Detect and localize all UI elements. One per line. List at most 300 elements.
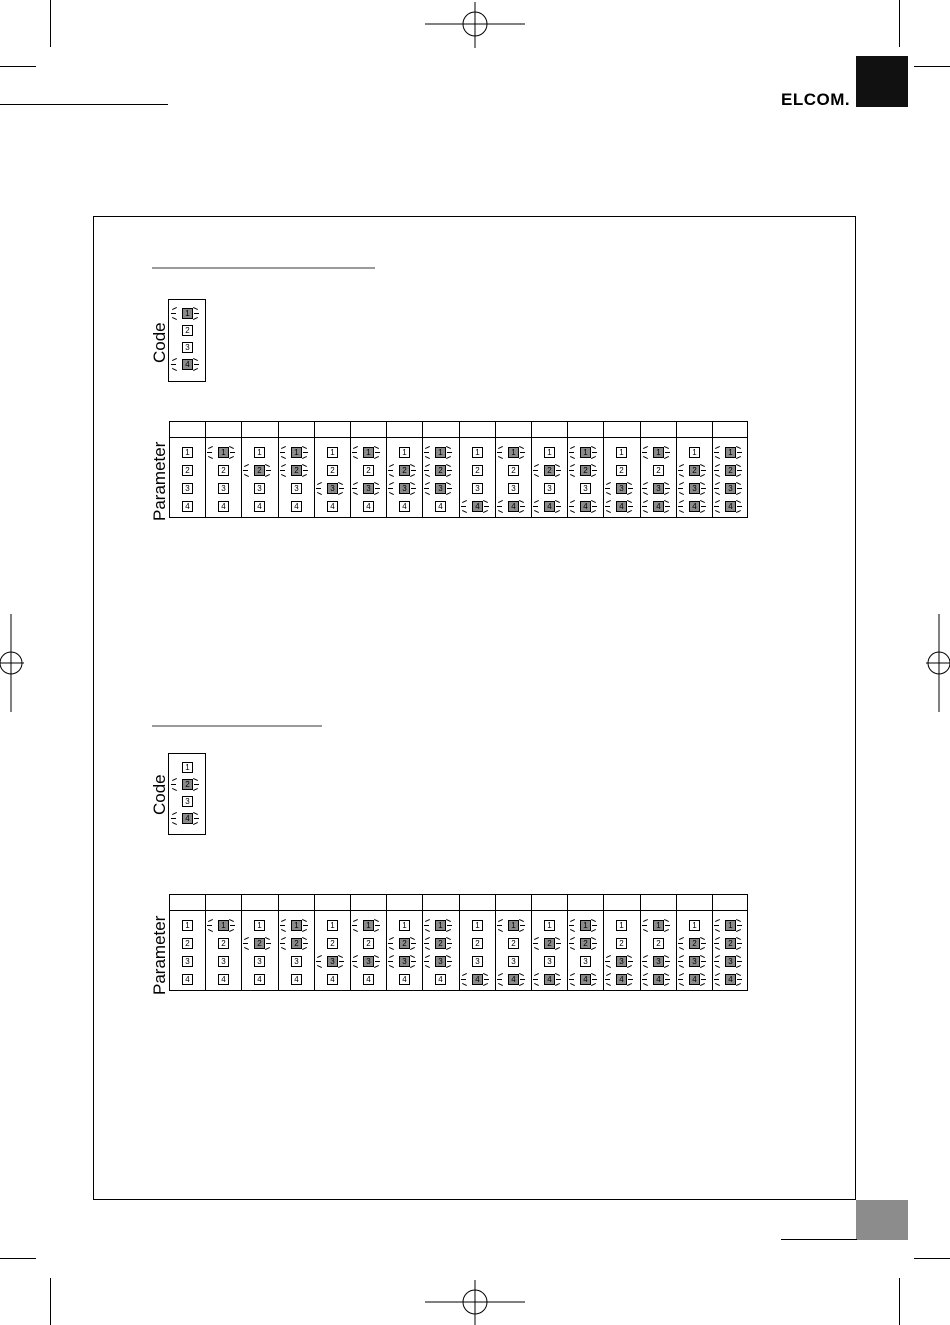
light-ray-icon — [591, 947, 596, 950]
light-ray-icon — [374, 965, 379, 968]
key-3-icon: 3 — [508, 956, 519, 967]
light-ray-icon — [715, 973, 720, 976]
light-ray-icon — [424, 961, 429, 962]
light-ray-icon — [446, 955, 451, 958]
key-3-icon: 3 — [182, 956, 193, 967]
light-ray-icon — [736, 510, 741, 513]
light-ray-icon — [353, 456, 358, 459]
light-ray-icon — [411, 488, 416, 489]
key-1-lit-icon: 1 — [182, 308, 193, 319]
key-4-icon: 4 — [327, 974, 338, 985]
light-ray-icon — [425, 965, 430, 968]
light-ray-icon — [389, 937, 394, 940]
light-ray-icon — [446, 919, 451, 922]
light-ray-icon — [352, 488, 357, 489]
key-1-icon: 1 — [544, 920, 555, 931]
light-ray-icon — [605, 979, 610, 980]
light-ray-icon — [316, 488, 321, 489]
light-ray-icon — [497, 979, 502, 980]
light-ray-icon — [388, 961, 393, 962]
light-ray-icon — [715, 474, 720, 477]
light-ray-icon — [736, 983, 741, 986]
light-ray-icon — [592, 470, 597, 471]
light-ray-icon — [375, 488, 380, 489]
light-ray-icon — [679, 474, 684, 477]
light-ray-icon — [679, 955, 684, 958]
light-ray-icon — [642, 506, 647, 507]
light-ray-icon — [338, 492, 343, 495]
light-ray-icon — [229, 456, 234, 459]
light-ray-icon — [483, 983, 488, 986]
key-1-icon: 1 — [182, 920, 193, 931]
light-ray-icon — [737, 452, 742, 453]
key-1-lit-icon: 1 — [218, 920, 229, 931]
section-2-code-box — [168, 753, 206, 835]
light-ray-icon — [388, 943, 393, 944]
chapter-tab — [856, 56, 908, 107]
light-ray-icon — [193, 812, 198, 815]
light-ray-icon — [700, 973, 705, 976]
light-ray-icon — [664, 500, 669, 503]
key-1-icon: 1 — [399, 920, 410, 931]
light-ray-icon — [425, 474, 430, 477]
key-1-lit-icon: 1 — [580, 447, 591, 458]
key-4-lit-icon: 4 — [653, 974, 664, 985]
light-ray-icon — [665, 506, 670, 507]
key-2-lit-icon: 2 — [725, 465, 736, 476]
light-ray-icon — [281, 929, 286, 932]
light-ray-icon — [679, 464, 684, 467]
key-4-lit-icon: 4 — [544, 501, 555, 512]
light-ray-icon — [461, 506, 466, 507]
light-ray-icon — [737, 506, 742, 507]
light-ray-icon — [700, 983, 705, 986]
light-ray-icon — [193, 358, 198, 361]
light-ray-icon — [556, 470, 561, 471]
key-1-icon: 1 — [254, 920, 265, 931]
light-ray-icon — [410, 474, 415, 477]
key-1-lit-icon: 1 — [653, 447, 664, 458]
light-ray-icon — [570, 456, 575, 459]
light-ray-icon — [389, 955, 394, 958]
parameter-cell — [241, 438, 277, 519]
light-ray-icon — [569, 452, 574, 453]
light-ray-icon — [643, 510, 648, 513]
key-1-lit-icon: 1 — [218, 447, 229, 458]
light-ray-icon — [172, 358, 177, 361]
light-ray-icon — [171, 784, 176, 785]
key-2-lit-icon: 2 — [254, 938, 265, 949]
key-4-lit-icon: 4 — [689, 501, 700, 512]
light-ray-icon — [700, 965, 705, 968]
light-ray-icon — [498, 929, 503, 932]
light-ray-icon — [374, 446, 379, 449]
key-1-icon: 1 — [254, 447, 265, 458]
key-3-icon: 3 — [544, 483, 555, 494]
light-ray-icon — [591, 510, 596, 513]
light-ray-icon — [281, 937, 286, 940]
light-ray-icon — [534, 510, 539, 513]
light-ray-icon — [678, 488, 683, 489]
light-ray-icon — [411, 470, 416, 471]
parameter-cell — [676, 911, 712, 992]
light-ray-icon — [715, 456, 720, 459]
light-ray-icon — [374, 492, 379, 495]
light-ray-icon — [266, 470, 271, 471]
key-4-lit-icon: 4 — [508, 974, 519, 985]
key-1-lit-icon: 1 — [363, 447, 374, 458]
light-ray-icon — [244, 464, 249, 467]
light-ray-icon — [302, 474, 307, 477]
light-ray-icon — [737, 961, 742, 962]
parameter-cell — [278, 911, 314, 992]
light-ray-icon — [570, 919, 575, 922]
light-ray-icon — [714, 488, 719, 489]
light-ray-icon — [700, 955, 705, 958]
key-1-lit-icon: 1 — [435, 920, 446, 931]
light-ray-icon — [737, 943, 742, 944]
light-ray-icon — [281, 919, 286, 922]
light-ray-icon — [679, 965, 684, 968]
light-ray-icon — [605, 506, 610, 507]
section-1-heading-rule — [152, 267, 375, 269]
crop-mark-top-right-h — [914, 66, 950, 67]
key-1-lit-icon: 1 — [508, 920, 519, 931]
key-1-icon: 1 — [616, 920, 627, 931]
light-ray-icon — [208, 456, 213, 459]
key-3-lit-icon: 3 — [399, 956, 410, 967]
light-ray-icon — [229, 446, 234, 449]
light-ray-icon — [736, 482, 741, 485]
parameter-cell — [603, 911, 639, 992]
light-ray-icon — [555, 937, 560, 940]
light-ray-icon — [665, 961, 670, 962]
light-ray-icon — [519, 510, 524, 513]
light-ray-icon — [627, 983, 632, 986]
light-ray-icon — [498, 456, 503, 459]
key-3-icon: 3 — [472, 483, 483, 494]
light-ray-icon — [570, 474, 575, 477]
key-3-lit-icon: 3 — [435, 483, 446, 494]
light-ray-icon — [736, 929, 741, 932]
light-ray-icon — [230, 925, 235, 926]
key-4-lit-icon: 4 — [616, 974, 627, 985]
light-ray-icon — [519, 500, 524, 503]
light-ray-icon — [701, 979, 706, 980]
light-ray-icon — [714, 925, 719, 926]
light-ray-icon — [715, 492, 720, 495]
parameter-cell — [386, 911, 422, 992]
light-ray-icon — [446, 474, 451, 477]
key-4-icon: 4 — [218, 974, 229, 985]
parameter-cell — [205, 438, 241, 519]
light-ray-icon — [411, 943, 416, 944]
key-3-lit-icon: 3 — [399, 483, 410, 494]
key-4-icon: 4 — [182, 974, 193, 985]
light-ray-icon — [411, 961, 416, 962]
light-ray-icon — [700, 937, 705, 940]
light-ray-icon — [570, 973, 575, 976]
key-1-icon: 1 — [182, 447, 193, 458]
parameter-cell — [495, 438, 531, 519]
light-ray-icon — [678, 961, 683, 962]
light-ray-icon — [375, 925, 380, 926]
light-ray-icon — [302, 937, 307, 940]
key-1-icon: 1 — [472, 447, 483, 458]
light-ray-icon — [700, 510, 705, 513]
light-ray-icon — [714, 943, 719, 944]
light-ray-icon — [534, 474, 539, 477]
light-ray-icon — [736, 500, 741, 503]
light-ray-icon — [374, 482, 379, 485]
registration-mark-right-icon — [926, 614, 950, 712]
light-ray-icon — [193, 778, 198, 781]
light-ray-icon — [606, 965, 611, 968]
light-ray-icon — [497, 506, 502, 507]
light-ray-icon — [424, 943, 429, 944]
light-ray-icon — [425, 947, 430, 950]
parameter-cell — [459, 911, 495, 992]
light-ray-icon — [701, 470, 706, 471]
parameter-cell — [712, 438, 748, 519]
light-ray-icon — [606, 973, 611, 976]
light-ray-icon — [701, 488, 706, 489]
content-frame — [93, 216, 856, 1200]
light-ray-icon — [207, 925, 212, 926]
key-2-lit-icon: 2 — [291, 938, 302, 949]
light-ray-icon — [519, 446, 524, 449]
key-1-lit-icon: 1 — [291, 920, 302, 931]
crop-mark-top-left-h — [0, 66, 36, 67]
light-ray-icon — [642, 925, 647, 926]
light-ray-icon — [701, 506, 706, 507]
key-4-icon: 4 — [435, 501, 446, 512]
crop-mark-bottom-right-h — [914, 1258, 950, 1259]
light-ray-icon — [446, 456, 451, 459]
light-ray-icon — [339, 488, 344, 489]
light-ray-icon — [736, 973, 741, 976]
key-2-icon: 2 — [508, 465, 519, 476]
light-ray-icon — [534, 947, 539, 950]
light-ray-icon — [389, 474, 394, 477]
light-ray-icon — [352, 925, 357, 926]
light-ray-icon — [317, 965, 322, 968]
light-ray-icon — [446, 464, 451, 467]
light-ray-icon — [665, 925, 670, 926]
light-ray-icon — [410, 482, 415, 485]
key-3-icon: 3 — [580, 483, 591, 494]
light-ray-icon — [446, 929, 451, 932]
light-ray-icon — [606, 983, 611, 986]
light-ray-icon — [715, 919, 720, 922]
key-4-lit-icon: 4 — [182, 813, 193, 824]
key-3-icon: 3 — [182, 796, 193, 807]
light-ray-icon — [591, 937, 596, 940]
key-3-lit-icon: 3 — [616, 483, 627, 494]
light-ray-icon — [570, 500, 575, 503]
light-ray-icon — [679, 510, 684, 513]
light-ray-icon — [642, 488, 647, 489]
light-ray-icon — [664, 955, 669, 958]
key-1-lit-icon: 1 — [435, 447, 446, 458]
light-ray-icon — [410, 937, 415, 940]
light-ray-icon — [533, 943, 538, 944]
light-ray-icon — [194, 364, 199, 365]
key-2-lit-icon: 2 — [435, 465, 446, 476]
key-3-icon: 3 — [291, 956, 302, 967]
light-ray-icon — [643, 482, 648, 485]
parameter-cell — [386, 438, 422, 519]
light-ray-icon — [424, 488, 429, 489]
light-ray-icon — [375, 961, 380, 962]
key-2-lit-icon: 2 — [580, 938, 591, 949]
light-ray-icon — [172, 778, 177, 781]
key-3-lit-icon: 3 — [435, 956, 446, 967]
light-ray-icon — [352, 452, 357, 453]
light-ray-icon — [570, 947, 575, 950]
light-ray-icon — [281, 474, 286, 477]
light-ray-icon — [519, 929, 524, 932]
light-ray-icon — [172, 368, 177, 371]
light-ray-icon — [569, 979, 574, 980]
light-ray-icon — [606, 510, 611, 513]
light-ray-icon — [678, 506, 683, 507]
light-ray-icon — [715, 500, 720, 503]
light-ray-icon — [303, 943, 308, 944]
light-ray-icon — [714, 452, 719, 453]
light-ray-icon — [338, 955, 343, 958]
light-ray-icon — [628, 488, 633, 489]
key-2-icon: 2 — [327, 465, 338, 476]
light-ray-icon — [591, 446, 596, 449]
key-3-icon: 3 — [182, 342, 193, 353]
light-ray-icon — [446, 947, 451, 950]
crop-mark-bottom-left-v — [50, 1278, 51, 1325]
light-ray-icon — [302, 446, 307, 449]
key-2-icon: 2 — [472, 465, 483, 476]
parameter-cell — [314, 438, 350, 519]
key-1-icon: 1 — [689, 920, 700, 931]
key-4-lit-icon: 4 — [725, 501, 736, 512]
light-ray-icon — [701, 943, 706, 944]
parameter-cell — [531, 911, 567, 992]
light-ray-icon — [303, 452, 308, 453]
light-ray-icon — [606, 500, 611, 503]
light-ray-icon — [483, 510, 488, 513]
parameter-cell — [422, 911, 458, 992]
key-1-icon: 1 — [472, 920, 483, 931]
key-3-lit-icon: 3 — [725, 483, 736, 494]
key-3-lit-icon: 3 — [725, 956, 736, 967]
light-ray-icon — [424, 925, 429, 926]
light-ray-icon — [303, 470, 308, 471]
key-4-lit-icon: 4 — [182, 359, 193, 370]
light-ray-icon — [555, 947, 560, 950]
section-2-heading-rule — [152, 725, 322, 727]
light-ray-icon — [281, 947, 286, 950]
light-ray-icon — [498, 510, 503, 513]
light-ray-icon — [229, 919, 234, 922]
key-2-icon: 2 — [327, 938, 338, 949]
light-ray-icon — [736, 919, 741, 922]
light-ray-icon — [591, 929, 596, 932]
light-ray-icon — [447, 470, 452, 471]
key-2-icon: 2 — [472, 938, 483, 949]
light-ray-icon — [338, 482, 343, 485]
light-ray-icon — [556, 979, 561, 980]
light-ray-icon — [569, 925, 574, 926]
light-ray-icon — [664, 456, 669, 459]
key-3-lit-icon: 3 — [327, 956, 338, 967]
light-ray-icon — [664, 973, 669, 976]
light-ray-icon — [533, 979, 538, 980]
parameter-cell — [278, 438, 314, 519]
light-ray-icon — [627, 482, 632, 485]
light-ray-icon — [643, 919, 648, 922]
light-ray-icon — [389, 947, 394, 950]
light-ray-icon — [570, 510, 575, 513]
light-ray-icon — [193, 368, 198, 371]
light-ray-icon — [606, 482, 611, 485]
light-ray-icon — [302, 919, 307, 922]
light-ray-icon — [605, 488, 610, 489]
light-ray-icon — [570, 464, 575, 467]
parameter-cell — [241, 911, 277, 992]
light-ray-icon — [497, 925, 502, 926]
parameter-cell — [603, 438, 639, 519]
light-ray-icon — [374, 929, 379, 932]
light-ray-icon — [555, 474, 560, 477]
key-2-lit-icon: 2 — [689, 938, 700, 949]
key-4-icon: 4 — [399, 501, 410, 512]
light-ray-icon — [280, 943, 285, 944]
crop-mark-top-left-v — [50, 0, 51, 47]
key-3-icon: 3 — [508, 483, 519, 494]
key-4-lit-icon: 4 — [653, 501, 664, 512]
light-ray-icon — [208, 919, 213, 922]
light-ray-icon — [281, 446, 286, 449]
light-ray-icon — [410, 492, 415, 495]
key-4-lit-icon: 4 — [580, 974, 591, 985]
light-ray-icon — [664, 482, 669, 485]
parameter-cell — [676, 438, 712, 519]
light-ray-icon — [520, 506, 525, 507]
light-ray-icon — [519, 919, 524, 922]
section-1-code-box — [168, 299, 206, 382]
light-ray-icon — [715, 965, 720, 968]
key-2-icon: 2 — [616, 465, 627, 476]
key-2-lit-icon: 2 — [544, 465, 555, 476]
light-ray-icon — [665, 452, 670, 453]
light-ray-icon — [172, 812, 177, 815]
key-4-icon: 4 — [291, 501, 302, 512]
light-ray-icon — [643, 973, 648, 976]
page-tab — [856, 1200, 908, 1240]
light-ray-icon — [498, 983, 503, 986]
light-ray-icon — [700, 492, 705, 495]
light-ray-icon — [462, 973, 467, 976]
light-ray-icon — [737, 470, 742, 471]
key-1-lit-icon: 1 — [725, 447, 736, 458]
light-ray-icon — [339, 961, 344, 962]
light-ray-icon — [302, 464, 307, 467]
crop-mark-bottom-left-h — [0, 1258, 36, 1259]
light-ray-icon — [606, 492, 611, 495]
light-ray-icon — [678, 979, 683, 980]
footer-rule — [781, 1239, 857, 1240]
key-2-lit-icon: 2 — [291, 465, 302, 476]
light-ray-icon — [569, 470, 574, 471]
